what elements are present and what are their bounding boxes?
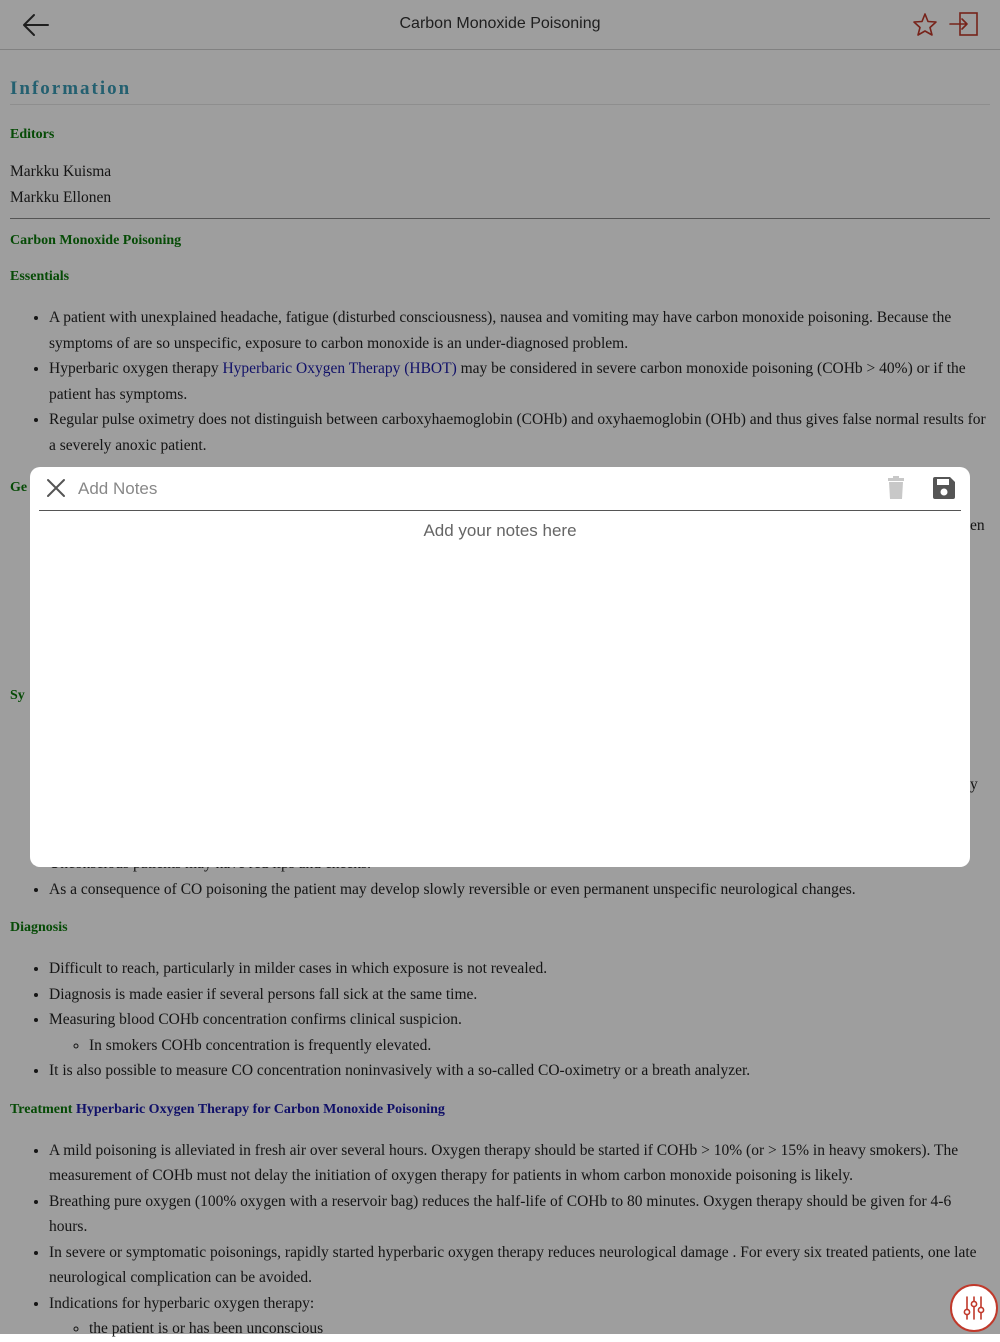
editor-name: Markku Kuisma [10, 163, 112, 180]
list-item: • It is also possible to measure CO concentration noninvasively with a so-called CO-oximetry or a breath analyzer. [49, 1058, 990, 1084]
notes-dialog-header [39, 467, 961, 511]
notes-dialog-title: Add Notes [78, 479, 158, 498]
list-item: • A mild poisoning is alleviated in fresh air over several hours. Oxygen therapy should be started if COHb > 10% (or > 15% in heavy smokers). The measurement of COHb must not delay the initiation of oxygen therapy for patients in whom carbon monoxide poisoning is likely. [49, 1138, 990, 1189]
essentials-heading: Essentials [10, 269, 70, 284]
adjust-settings-button[interactable] [950, 1284, 998, 1332]
trash-icon[interactable] [887, 476, 905, 500]
information-heading: Information [10, 78, 990, 105]
general-heading-partial: Ge [10, 480, 28, 495]
sub-list-item: ◦ the patient is or has been unconscious [89, 1316, 990, 1342]
text-fragment: en [970, 517, 985, 534]
treatment-heading-text: Treatment [10, 1101, 73, 1117]
notes-textarea[interactable] [39, 515, 961, 857]
sliders-icon [960, 1294, 988, 1322]
list-item-text: may be considered in severe carbon monoxide poisoning (COHb > 40%) or if the patient has symptoms. [49, 360, 966, 403]
page-title: Carbon Monoxide Poisoning [399, 15, 601, 32]
sub-list-item: ◦ In smokers COHb concentration is frequently elevated. [89, 1033, 990, 1059]
diagnosis-heading: Diagnosis [10, 920, 68, 935]
list-item: • Breathing pure oxygen (100% oxygen with a reservoir bag) reduces the half-life of COHb to 80 minutes. Oxygen therapy should be given for 4-6 hours. [49, 1189, 990, 1240]
notes-dialog [30, 467, 970, 867]
symptoms-heading-partial: Sy [10, 688, 25, 703]
list-item-text: Indications for hyperbaric oxygen therapy: [49, 1294, 315, 1312]
list-item: • In severe or symptomatic poisonings, rapidly started hyperbaric oxygen therapy reduces neurological damage . For every six treated patients, one late neurological complication can be avoided. [49, 1240, 990, 1291]
text-fragment: y [970, 776, 978, 793]
close-icon[interactable] [46, 478, 66, 498]
hbot-co-link[interactable]: Hyperbaric Oxygen Therapy for Carbon Monoxide Poisoning [75, 1101, 445, 1117]
list-item: • Regular pulse oximetry does not distinguish between carboxyhaemoglobin (COHb) and oxyhaemoglobin (OHb) and thus gives false normal results for a severely anoxic patient. [49, 407, 990, 458]
save-icon[interactable] [932, 476, 956, 500]
list-item: • As a consequence of CO poisoning the patient may develop slowly reversible or even permanent unspecific neurological changes. [49, 877, 990, 903]
hbot-link[interactable]: Hyperbaric Oxygen Therapy (HBOT) [222, 360, 457, 377]
list-item: • A patient with unexplained headache, fatigue (disturbed consciousness), nausea and vomiting may have carbon monoxide poisoning. Because the symptoms of are so unspecific, exposure to carbon monoxide is an under-diagnosed problem. [49, 305, 990, 356]
list-item: • Diagnosis is made easier if several persons fall sick at the same time. [49, 982, 990, 1008]
editor-name: Markku Ellonen [10, 188, 112, 206]
editors-heading: Editors [10, 127, 55, 142]
list-item-text: Hyperbaric oxygen therapy [49, 360, 223, 377]
list-item: • Difficult to reach, particularly in milder cases in which exposure is not revealed. [49, 956, 990, 982]
topic-heading: Carbon Monoxide Poisoning [10, 233, 182, 248]
list-item-text: Measuring blood COHb concentration confirms clinical suspicion. [49, 1011, 462, 1028]
